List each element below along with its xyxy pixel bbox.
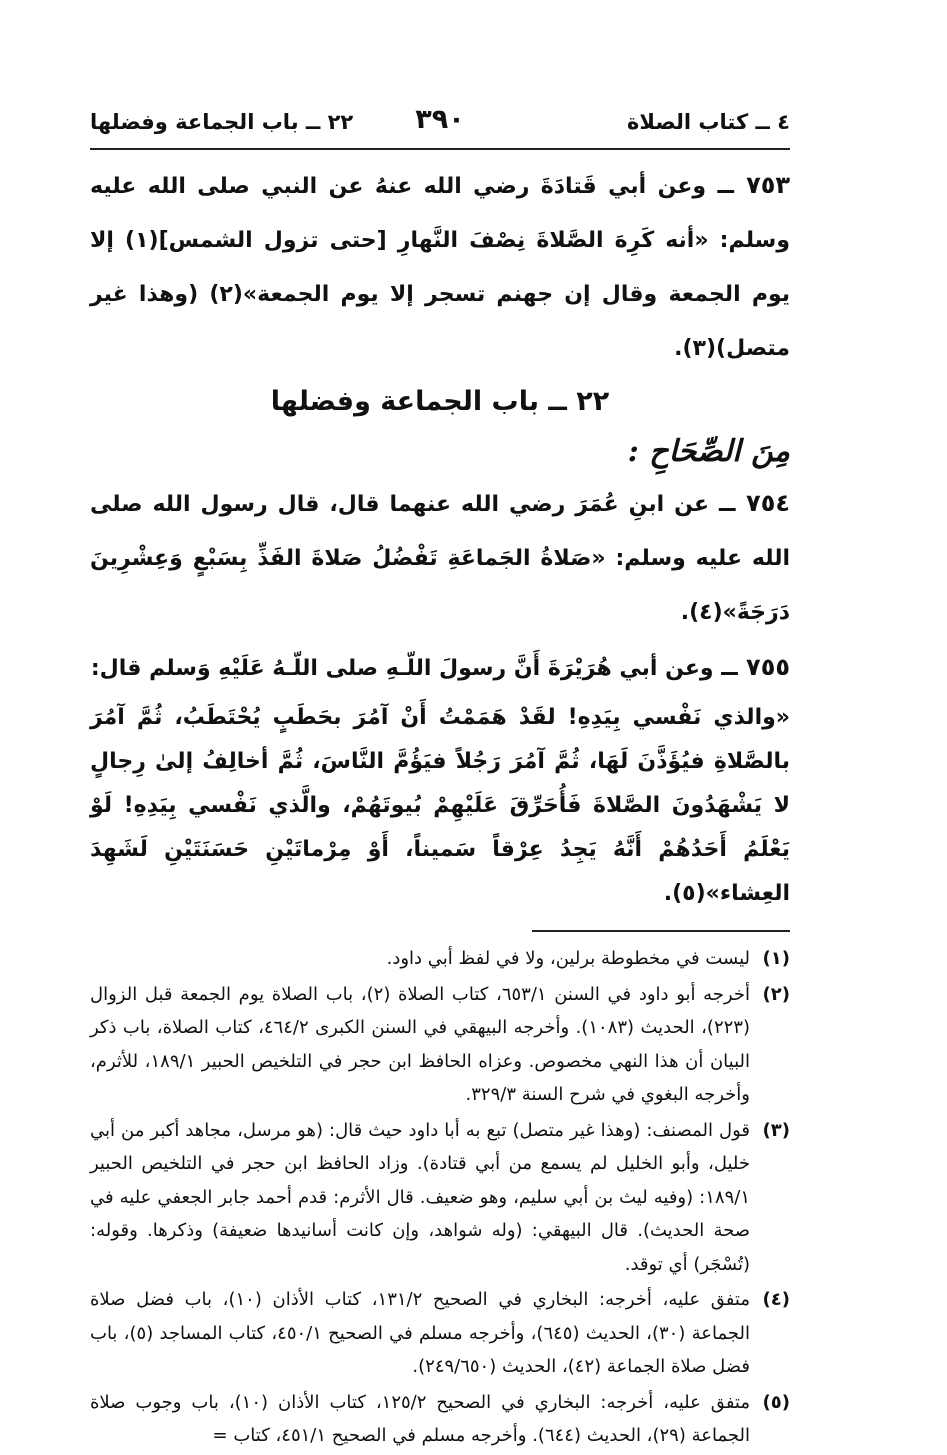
- footnote-number: (٣): [762, 1119, 790, 1141]
- footnote: [90, 1386, 790, 1453]
- footnote: [90, 1114, 790, 1282]
- footnote-number: (٢): [762, 983, 790, 1005]
- footnote-text: متفق عليه، أخرجه: البخاري في الصحيح ١٣١/٢، كتاب الأذان (١٠)، باب فضل صلاة الجماعة (٣٠)، الحديث (٦٤٥)، وأخرجه مسلم في الصحيح ٤٥٠/١، كتاب المساجد (٥)، باب فضل صلاة الجماعة (٤٢)، الحديث (٢٤٩/٦٥٠).: [90, 1289, 750, 1377]
- footnotes: [90, 942, 790, 1453]
- hadith-text: وعن أبي قَتادَةَ رضي الله عنهُ عن النبي صلى الله عليه وسلم: «أنه كَرِهَ الصَّلاةَ نِصْفَ النَّهارِ [حتى تزول الشمس](١) إلا يوم الجمعة وقال إن جهنم تسجر إلا يوم الجمعة»(٢) (وهذا غير متصل)(٣).: [90, 174, 790, 361]
- hadith-753: [90, 158, 790, 376]
- footnote-number: (٥): [762, 1391, 790, 1413]
- running-header: [90, 100, 790, 148]
- header-section: ٢٢ ــ باب الجماعة وفضلها: [90, 110, 354, 134]
- hadith-755-text: «والذي نَفْسي بِيَدِهِ! لقَدْ هَمَمْتُ أَنْ آمُرَ بحَطَبٍ يُحْتَطَبُ، ثُمَّ آمُرَ بالصَّلاةِ فيُؤَذَّنَ لَهَا، ثُمَّ آمُرَ رَجُلاً فيَؤُمَّ النَّاسَ، ثُمَّ أخالِفُ إلىٰ رِجالٍ لا يَشْهَدُونَ الصَّلاةَ فَأُحَرِّقَ عَلَيْهِمْ بُيوتَهُمْ، والَّذي نَفْسي بِيَدِهِ! لَوْ يَعْلَمُ أَحَدُهُمْ أَنَّهُ يَجِدُ عِرْقاً سَميناً، أَوْ مِرْماتَيْنِ حَسَنَتَيْنِ لَشَهِدَ العِشاء»(٥).: [90, 705, 790, 906]
- footnote-number: (٤): [762, 1289, 790, 1310]
- footnote: [90, 1283, 790, 1384]
- footnote-text: قول المصنف: (وهذا غير متصل) تبع به أبا داود حيث قال: (هو مرسل، مجاهد أكبر من أبي خليل، وأبو الخليل لم يسمع من أبي قتادة). وزاد الحافظ ابن حجر في التلخيص الحبير ١٨٩/١: (وفيه ليث بن أبي سليم، وهو ضعيف. قال الأثرم: قدم أحمد جابر الجعفي عليه في صحة الحديث). قال البيهقي: (وله شواهد، وإن كانت أسانيدها ضعيفة) وذكرها. وقوله: (تُسْجَر) أي توقد.: [90, 1119, 750, 1275]
- footnote-text: متفق عليه، أخرجه: البخاري في الصحيح ١٢٥/٢، كتاب الأذان (١٠)، باب وجوب صلاة الجماعة (٢٩)، الحديث (٦٤٤). وأخرجه مسلم في الصحيح ٤٥١/١، كتاب =: [90, 1391, 750, 1446]
- page-number: ٣٩٠: [415, 104, 465, 135]
- footnote: [90, 978, 790, 1112]
- footnote-text: أخرجه أبو داود في السنن ٦٥٣/١، كتاب الصلاة (٢)، باب الصلاة يوم الجمعة قبل الزوال (٢٢٣)، الحديث (١٠٨٣). وأخرجه البيهقي في السنن الكبرى ٤٦٤/٢، كتاب الصلاة، باب ذكر البيان أن هذا النهي مخصوص. وعزاه الحافظ ابن حجر في التلخيص الحبير ١٨٩/١، للأثرم، وأخرجه البغوي في شرح السنة ٣٢٩/٣.: [90, 983, 750, 1105]
- hadith-755-intro: [90, 640, 790, 696]
- footnote: [90, 942, 790, 976]
- header-chapter: ٤ ــ كتاب الصلاة: [626, 110, 790, 134]
- subheading: مِنَ الصِّحَاحِ :: [627, 434, 790, 469]
- hadith-number: ٧٥٤ ــ: [718, 489, 790, 517]
- book-page: [90, 100, 790, 1455]
- footnote-rule: [532, 930, 790, 932]
- hadith-text: عن ابنِ عُمَرَ رضي الله عنهما قال، قال رسول الله صلى الله عليه وسلم: «صَلاةُ الجَماعَةِ تَفْضُلُ صَلاةَ الفَذِّ بِسَبْعٍ وَعِشْرِينَ دَرَجَةً»(٤).: [90, 492, 790, 625]
- footnote-text: ليست في مخطوطة برلين، ولا في لفظ أبي داود.: [386, 948, 750, 969]
- section-title: ٢٢ ــ باب الجماعة وفضلها: [270, 386, 610, 417]
- header-rule: [90, 148, 790, 150]
- hadith-754: [90, 476, 790, 640]
- footnote-number: (١): [762, 948, 790, 969]
- hadith-number: ٧٥٣ ــ: [717, 171, 791, 199]
- hadith-number: ٧٥٥ ــ: [721, 653, 790, 681]
- hadith-intro: وعن أبي هُرَيْرَةَ أَنَّ رسولَ اللّـهِ صلى اللّـهُ عَلَيْهِ وَسلم قال:: [90, 656, 714, 681]
